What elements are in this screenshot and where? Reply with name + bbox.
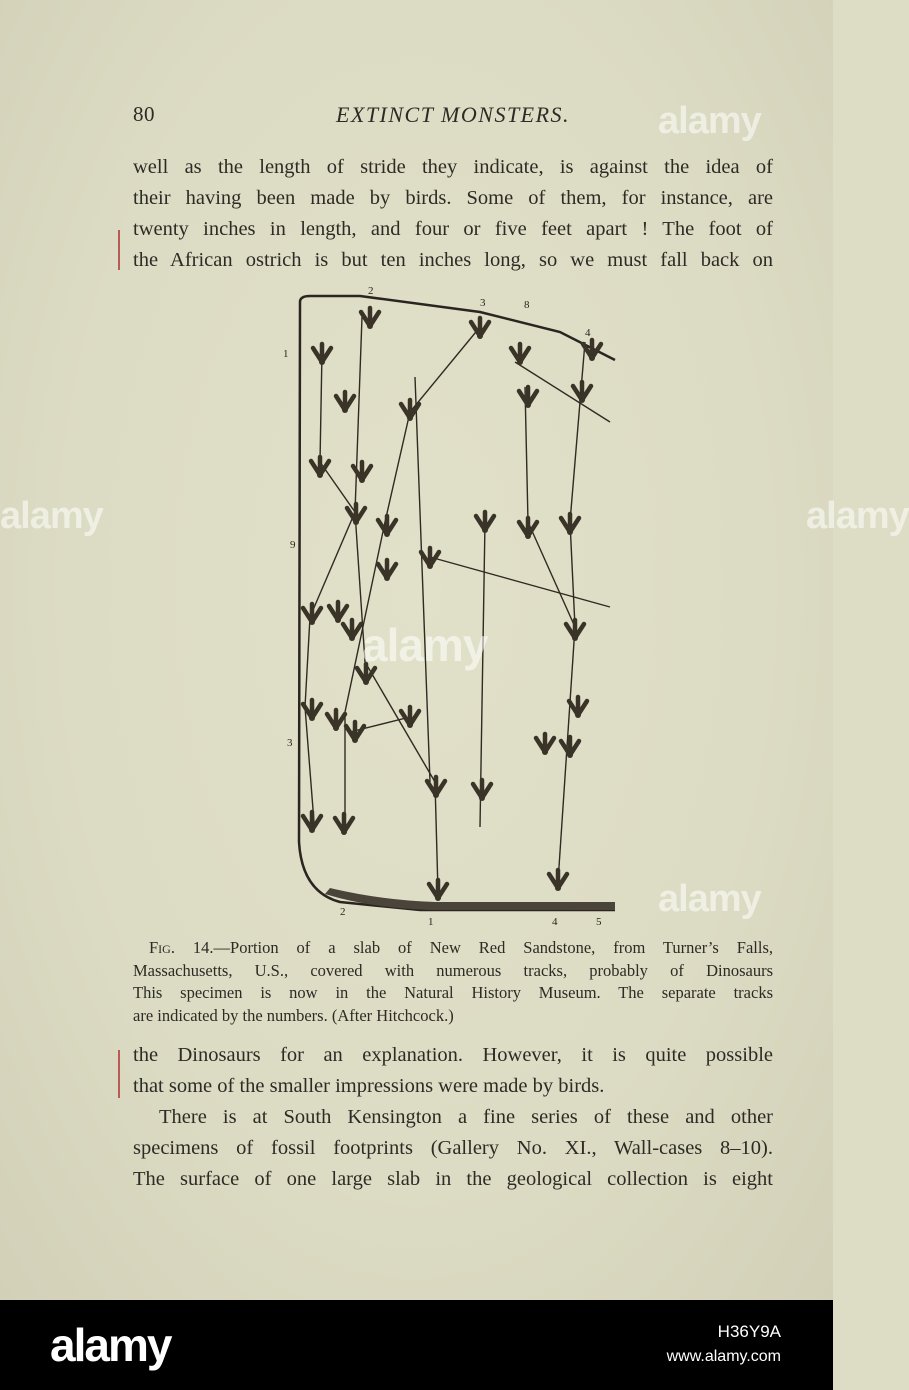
figure-label: 8 xyxy=(524,299,530,311)
margin-pencil-mark xyxy=(118,1050,120,1098)
text-line: well as the length of stride they indicate, is against the idea of xyxy=(133,156,773,178)
text-line: their having been made by birds. Some of them, for instance, are xyxy=(133,187,773,209)
figure-label: 2 xyxy=(340,906,346,918)
text-line: that some of the smaller impressions were made by birds. xyxy=(133,1075,605,1097)
figure-label: 1 xyxy=(428,916,434,928)
figure-number: Fig. 14. xyxy=(149,938,214,957)
watermark: alamy xyxy=(0,495,103,537)
figure-label: 1 xyxy=(283,348,289,360)
footprint-marks xyxy=(303,308,601,901)
caption-text: are indicated by the numbers. (After Hitchcock.) xyxy=(133,1005,454,1025)
figure-label: 9 xyxy=(290,539,296,551)
footprint-slab-figure xyxy=(270,282,630,928)
watermark: alamy xyxy=(362,619,488,671)
caption-text: —Portion of a slab of New Red Sandstone, from Turner’s Falls, xyxy=(213,938,773,957)
running-title: EXTINCT MONSTERS. xyxy=(335,102,571,127)
text-line: the African ostrich is but ten inches long, so we must fall back on xyxy=(133,249,773,271)
text-line: the Dinosaurs for an explanation. However, it is quite possible xyxy=(133,1044,773,1066)
text-line: twenty inches in length, and four or five feet apart ! The foot of xyxy=(133,218,773,240)
text-line: The surface of one large slab in the geological collection is eight xyxy=(133,1168,773,1190)
figure-label: 4 xyxy=(585,327,591,339)
caption-text: This specimen is now in the Natural History Museum. The separate tracks xyxy=(133,983,773,1002)
watermark: alamy xyxy=(806,495,909,537)
brand-logo: alamy xyxy=(50,1319,171,1371)
paragraph-next xyxy=(133,1102,773,1195)
text-line: specimens of fossil footprints (Gallery No. XI., Wall-cases 8–10). xyxy=(133,1137,773,1159)
page-number: 80 xyxy=(133,102,155,126)
figure-label: 5 xyxy=(596,916,602,928)
caption-text: Massachusetts, U.S., covered with numerous tracks, probably of Dinosaurs xyxy=(133,960,773,980)
figure-label: 3 xyxy=(480,297,486,309)
figure-caption xyxy=(133,937,773,1027)
paragraph-bottom xyxy=(133,1040,773,1102)
watermark: alamy xyxy=(658,878,761,920)
watermark: alamy xyxy=(658,100,761,142)
margin-pencil-mark xyxy=(118,230,120,270)
paragraph-top xyxy=(133,152,773,276)
text-line: There is at South Kensington a fine series of these and other xyxy=(159,1106,773,1128)
figure-label: 3 xyxy=(287,737,293,749)
figure-label: 2 xyxy=(368,285,374,297)
image-id: H36Y9A xyxy=(717,1322,781,1341)
figure-label: 4 xyxy=(552,916,558,928)
site-url: www.alamy.com xyxy=(666,1348,781,1365)
